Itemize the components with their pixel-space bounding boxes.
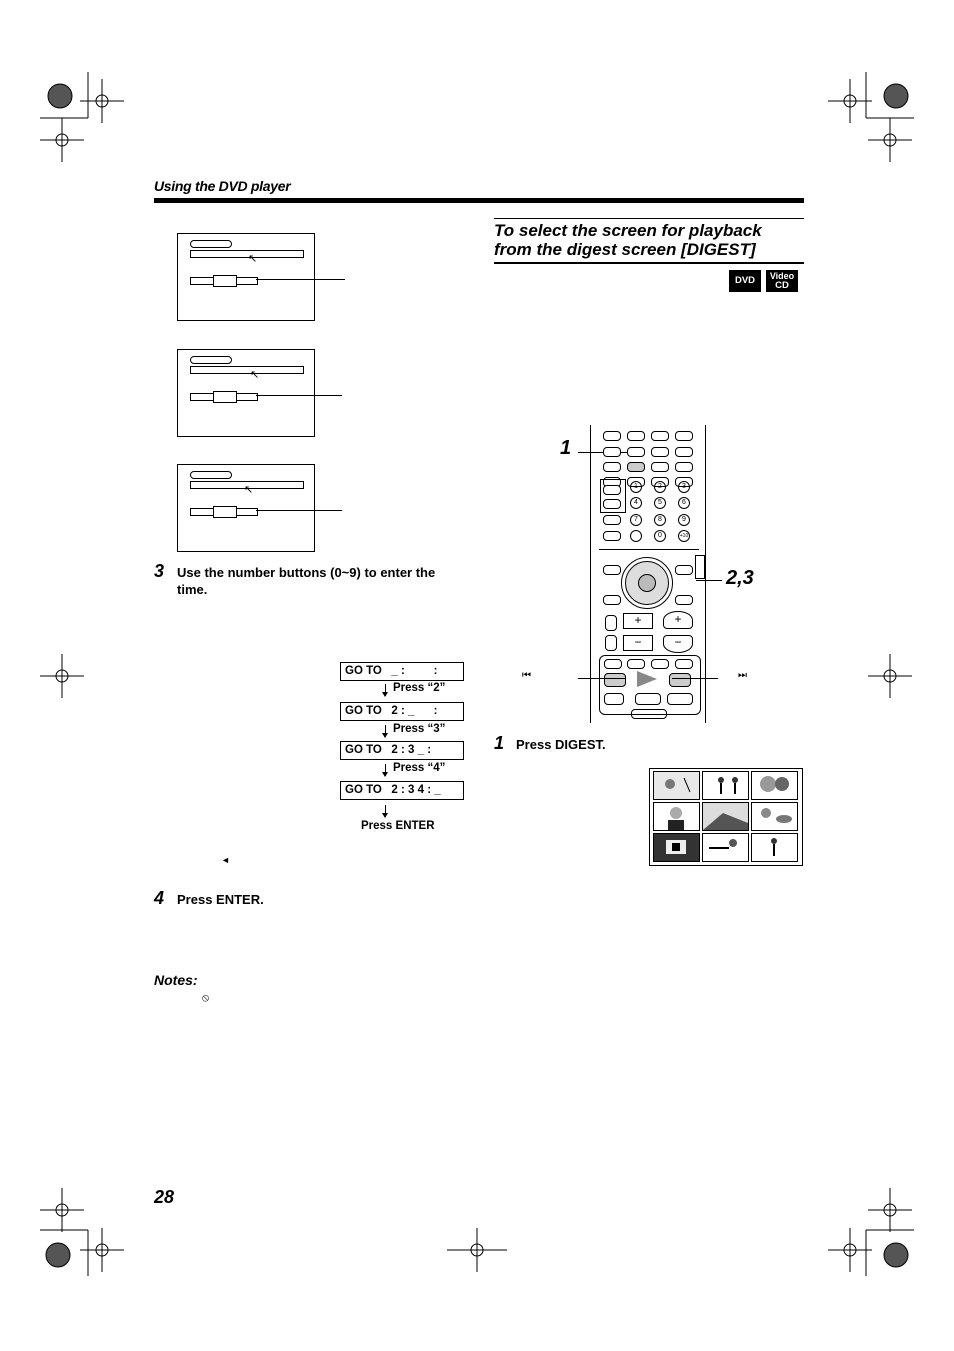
digest-thumbnail-grid [649,768,803,866]
arrow-down-icon [385,764,386,776]
digest-button [627,462,645,472]
section-title-rule-top [494,218,804,219]
page-number: 28 [154,1187,175,1207]
digest-title-line-2: from the digest screen [DIGEST] [494,240,756,259]
section-header-label: Using the DVD player [154,178,291,194]
dvd-badge: DVD [729,270,761,292]
thumbnail-9 [751,833,798,862]
remote-control-illustration: 1 2 3 4 5 6 7 8 9 0 +10 + + − − [590,425,706,723]
cursor-icon: ↖ [250,369,260,381]
vcd-badge: Video CD [766,270,798,292]
press-label-1: Press “2” [393,682,446,694]
goto-box-2: GO TO 2 : _ : [340,702,464,721]
callout-2-3: 2,3 [726,567,754,589]
thumbnail-3 [751,771,798,800]
osd-screen-2 [177,349,315,437]
goto-box-3: GO TO 2 : 3 _ : [340,741,464,760]
arrow-down-icon [385,684,386,696]
thumbnail-2 [702,771,749,800]
digest-step-1-number: 1 [494,733,505,753]
cursor-icon: ↖ [244,484,254,496]
callout-1: 1 [560,437,572,459]
cursor-icon: ↖ [248,253,258,265]
section-title-rule-bottom [494,262,804,264]
back-arrow-icon: ◄ [221,855,230,865]
osd-screen-3 [177,464,315,552]
press-enter-label: Press ENTER [361,820,435,832]
leader-line [256,279,345,280]
step-3-number: 3 [154,561,165,581]
digest-title-line-1: To select the screen for playback [494,221,762,240]
digest-section-title [494,221,804,259]
press-label-2: Press “3” [393,723,446,735]
goto-box-1: GO TO _ : : [340,662,464,681]
arrow-down-icon [385,805,386,817]
thumbnail-1 [653,771,700,800]
step-4-number: 4 [154,888,165,908]
prohibited-icon: ⦸ [202,992,210,1004]
leader-line [256,510,342,511]
notes-heading: Notes: [154,972,198,988]
leader-line [672,678,718,679]
press-label-3: Press “4” [393,762,446,774]
skip-forward-icon: ⏭ [738,670,747,681]
skip-back-icon: ⏮ [522,670,531,681]
thumbnail-6 [751,802,798,831]
thumbnail-5 [702,802,749,831]
thumbnail-8 [702,833,749,862]
step-4-text: Press ENTER. [177,892,264,907]
header-rule [154,198,804,203]
thumbnail-4 [653,802,700,831]
digest-step-1-text: Press DIGEST. [516,737,606,752]
leader-line [578,678,626,679]
osd-screen-1 [177,233,315,321]
step-3-text: Use the number buttons (0~9) to enter the time. [177,565,436,597]
leader-line [256,395,342,396]
thumbnail-7 [653,833,700,862]
arrow-down-icon [385,725,386,737]
goto-box-4: GO TO 2 : 3 4 : _ [340,781,464,800]
